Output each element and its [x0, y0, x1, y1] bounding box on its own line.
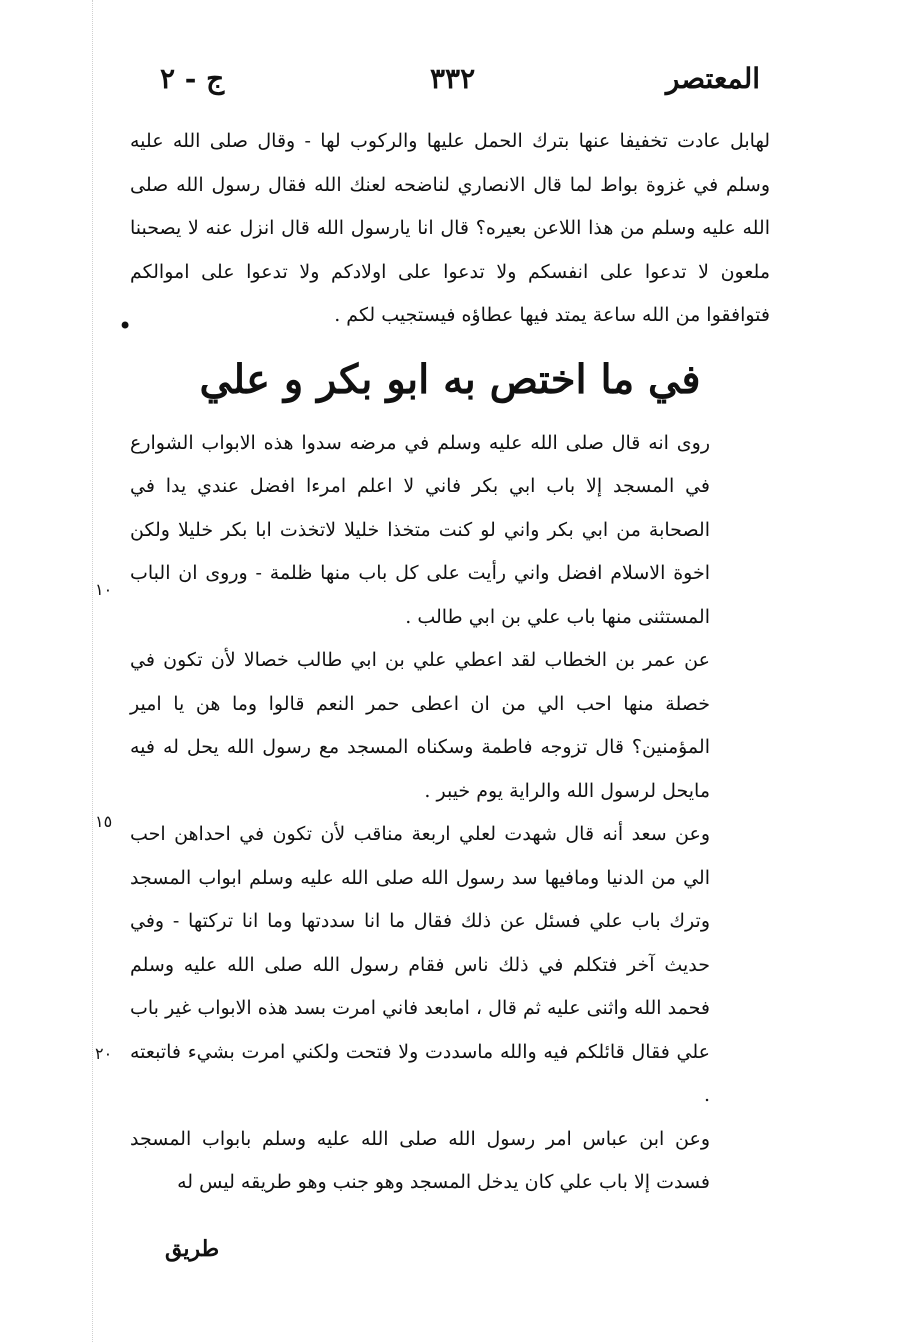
- line-number: ١٠: [95, 580, 113, 599]
- margin-rule: [92, 0, 93, 1342]
- running-title: المعتصر: [665, 62, 760, 95]
- paragraph: وعن سعد أنه قال شهدت لعلي اربعة مناقب لأن تكون في احداهن احب الي من الدنيا ومافيها سد رسول الله صلى الله عليه وسلم ابواب المسجد وترك باب علي فسئل عن ذلك فقال ما انا سددتها وما انا تركتها - وفي حديث آخر فتكلم في ذلك ناس فقام رسول الله صلى الله عليه وسلم فحمد الله واثنى عليه ثم قال ، امابعد فاني امرت بسد هذه الابواب غير باب علي فقال قائلكم فيه والله ماسددت ولا فتحت ولكني امرت بشيء فاتبعته .: [130, 823, 710, 1106]
- line-number: ١٥: [95, 812, 113, 831]
- paragraph: روى انه قال صلى الله عليه وسلم في مرضه سدوا هذه الابواب الشوارع في المسجد إلا باب ابي بكر فاني لا اعلم امرءا افضل عندي يدا في الصحابة من ابي بكر واني لو كنت متخذا خليلا لاتخذت ابا بكر خليلا ولكن اخوة الاسلام افضل واني رأيت على كل باب منها ظلمة - وروى ان الباب المستثنى منها باب علي بن ابي طالب .: [130, 431, 710, 628]
- paragraph: لهابل عادت تخفيفا عنها بترك الحمل عليها والركوب لها - وقال صلى الله عليه وسلم في غزوة بواط لما قال الانصاري لناضحه لعنك الله فقال رسول الله صلى الله عليه وسلم من هذا اللاعن بعيره؟ قال انا يارسول الله قال انزل عنه لا يصحبنا ملعون لا تدعوا على انفسكم ولا تدعوا على اولادكم ولا تدعوا على اموالكم فتوافقوا من الله ساعة يمتد فيها عطاؤه فيستجيب لكم .: [130, 130, 770, 326]
- page-number: ٣٣٢: [430, 62, 476, 95]
- page-header: [160, 62, 760, 102]
- volume-label: ج - ٢: [160, 62, 225, 95]
- section-heading: في ما اختص به ابو بكر و علي: [199, 355, 701, 403]
- catchword: طريق: [165, 1236, 220, 1262]
- body-text: [130, 120, 770, 1205]
- line-number: ٢٠: [95, 1044, 113, 1063]
- paragraph: وعن ابن عباس امر رسول الله صلى الله عليه وسلم بابواب المسجد فسدت إلا باب علي كان يدخل المسجد وهو جنب وهو طريقه ليس له: [130, 1127, 710, 1193]
- margin-dot: •: [118, 312, 133, 340]
- paragraph: عن عمر بن الخطاب لقد اعطي علي بن ابي طالب خصالا لأن تكون في خصلة منها احب الي من ان اعطى حمر النعم قالوا وما هن يا امير المؤمنين؟ قال تزوجه فاطمة وسكناه المسجد مع رسول الله يحل له فيه مايحل لرسول الله والراية يوم خيبر .: [130, 649, 710, 802]
